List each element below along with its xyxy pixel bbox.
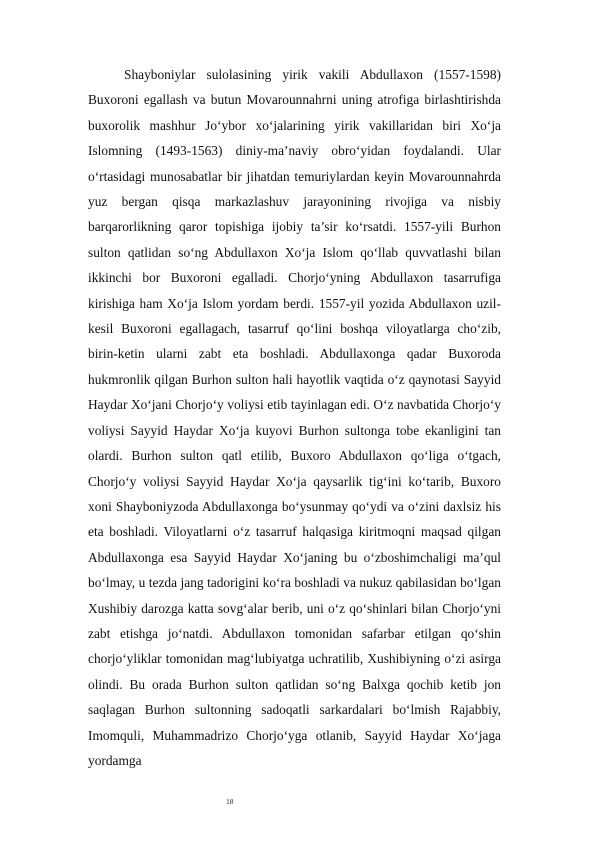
document-page [88, 62, 501, 773]
body-paragraph: Shayboniylar sulolasining yirik vakili Abdullaxon (1557-1598) Buxoroni egallash va butun Movarounnahrni uning atrofiga birlashtirishda buxorolik mashhur Jo‘ybor xo‘jalarining yirik vakillaridan biri Xo‘ja Islomning (1493-1563) diniy-ma’naviy obro‘yidan foydalandi. Ular o‘rtasidagi munosabatlar bir jihatdan temuriylardan keyin Movarounnahrda yuz bergan qisqa markazlashuv jarayonining rivojiga va nisbiy barqarorlikning qaror topishiga ijobiy ta’sir ko‘rsatdi. 1557-yili Burhon sulton qatlidan so‘ng Abdullaxon Xo‘ja Islom qo‘llab quvvatlashi bilan ikkinchi bor Buxoroni egalladi. Chorjo‘yning Abdullaxon tasarrufiga kirishiga ham Xo‘ja Islom yordam berdi. 1557-yil yozida Abdullaxon uzil-kesil Buxoroni egallagach, tasarruf qo‘lini boshqa viloyatlarga cho‘zib, birin-ketin ularni zabt eta boshladi. Abdullaxonga qadar Buxoroda hukmronlik qilgan Burhon sulton hali hayotlik vaqtida o‘z qaynotasi Sayyid Haydar Xo‘jani Chorjo‘y voliysi etib tayinlagan edi. O‘z navbatida Chorjo‘y voliysi Sayyid Haydar Xo‘ja kuyovi Burhon sultonga tobe ekanligini tan olardi. Burhon sulton qatl etilib, Buxoro Abdullaxon qo‘liga o‘tgach, Chorjo‘y voliysi Sayyid Haydar Xo‘ja qaysarlik tig‘ini ko‘tarib, Buxoro xoni Shayboniyzoda Abdullaxonga bo‘ysunmay qo‘ydi va o‘zini daxlsiz his eta boshladi. Viloyatlarni o‘z tasarruf halqasiga kiritmoqni maqsad qilgan Abdullaxonga esa Sayyid Haydar Xo‘janing bu o‘zboshimchaligi ma’qul bo‘lmay, u tezda jang tadorigini ko‘ra boshladi va nukuz qabilasidan bo‘lgan Xushibiy darozga katta sovg‘alar berib, uni o‘z qo‘shinlari bilan Chorjo‘yni zabt etishga jo‘natdi. Abdullaxon tomonidan safarbar etilgan qo‘shin chorjo‘yliklar tomonidan mag‘lubiyatga uchratilib, Xushibiyning o‘zi asirga olindi. Bu orada Burhon sulton qatlidan so‘ng Balxga qochib ketib jon saqlagan Burhon sultonning sadoqatli sarkardalari bo‘lmish Rajabbiy, Imomquli, Muhammadrizo Chorjo‘yga otlanib, Sayyid Haydar Xo‘jaga yordamga [88, 67, 501, 768]
page-number: 18 [226, 797, 234, 806]
